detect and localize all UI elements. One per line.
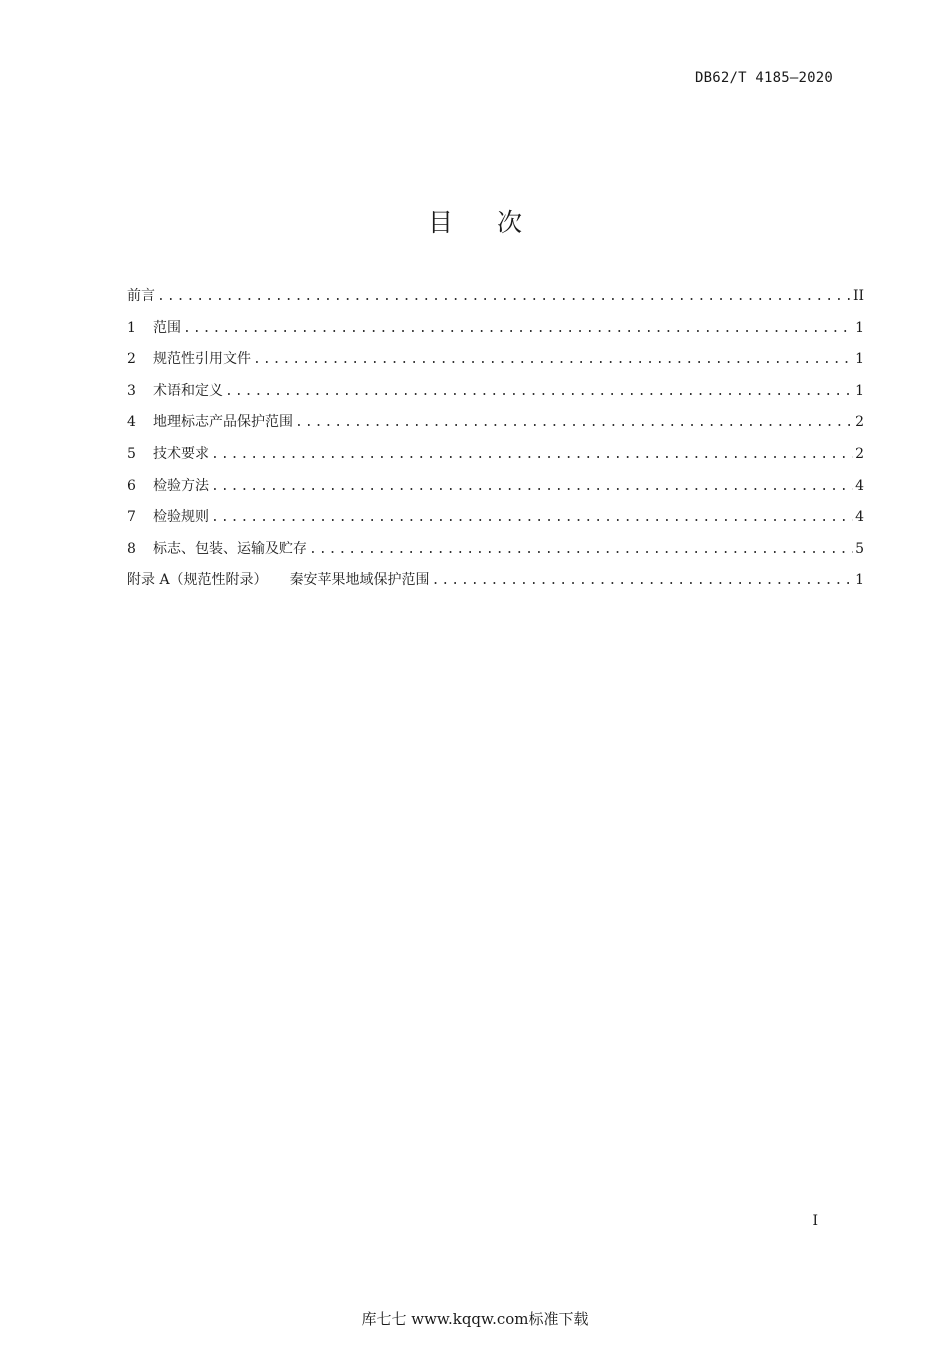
toc-entry-text: 检验方法 bbox=[153, 477, 209, 494]
toc-entry-number: 6 bbox=[127, 477, 136, 494]
toc-entry-number: 5 bbox=[127, 445, 136, 462]
appendix-label: 附录 A（规范性附录） bbox=[127, 572, 268, 589]
toc-leader-dots bbox=[211, 479, 853, 494]
toc-entry-number: 4 bbox=[127, 414, 136, 431]
footer-watermark: 库七七 www.kqqw.com标准下载 bbox=[361, 1310, 589, 1328]
title-char-1: 目 bbox=[427, 208, 453, 237]
toc-leader-dots bbox=[211, 447, 853, 462]
toc-entry-text: 检验规则 bbox=[153, 509, 209, 526]
toc-entry-4[interactable] bbox=[127, 411, 864, 443]
toc-entry-page: 1 bbox=[855, 319, 864, 336]
appendix-title: 秦安苹果地域保护范围 bbox=[289, 572, 430, 589]
toc-entry-page: 1 bbox=[855, 351, 864, 368]
toc-entry-text: 前言 bbox=[127, 288, 155, 304]
toc-entry-page: 2 bbox=[855, 414, 864, 431]
toc-entry-number: 3 bbox=[127, 382, 136, 399]
toc-leader-dots bbox=[183, 321, 853, 336]
toc-entry-preface[interactable] bbox=[127, 285, 864, 317]
toc-entry-2[interactable] bbox=[127, 348, 864, 380]
toc-entry-5[interactable] bbox=[127, 443, 864, 475]
title-char-2: 次 bbox=[497, 208, 523, 237]
toc-entry-number: 1 bbox=[127, 319, 136, 336]
toc-entry-text bbox=[127, 569, 430, 589]
toc-leader-dots bbox=[253, 352, 853, 367]
toc-leader-dots bbox=[157, 289, 851, 304]
toc-leader-dots bbox=[309, 542, 853, 557]
toc-entry-page: 1 bbox=[855, 382, 864, 399]
toc-entry-1[interactable] bbox=[127, 317, 864, 349]
toc-entry-text: 地理标志产品保护范围 bbox=[153, 414, 293, 431]
toc-entry-page: 5 bbox=[855, 540, 864, 557]
toc-entry-page: 4 bbox=[855, 509, 864, 526]
toc-entry-page: 2 bbox=[855, 445, 864, 462]
toc-entry-appendix-a[interactable] bbox=[127, 569, 864, 601]
toc-leader-dots bbox=[211, 510, 853, 525]
page-number: I bbox=[812, 1213, 818, 1229]
toc-entry-text: 范围 bbox=[153, 319, 181, 336]
toc-entry-7[interactable] bbox=[127, 506, 864, 538]
toc-leader-dots bbox=[432, 573, 854, 588]
toc-entry-text: 规范性引用文件 bbox=[153, 351, 251, 368]
toc-leader-dots bbox=[225, 384, 853, 399]
toc-entry-page: 1 bbox=[855, 572, 864, 589]
toc-entry-number: 7 bbox=[127, 509, 136, 526]
toc-entry-number: 8 bbox=[127, 540, 136, 557]
toc-entry-text: 标志、包装、运输及贮存 bbox=[153, 540, 307, 557]
toc-entry-number: 2 bbox=[127, 351, 136, 368]
toc-entry-page: 4 bbox=[855, 477, 864, 494]
toc-list bbox=[127, 285, 864, 601]
toc-entry-text: 术语和定义 bbox=[153, 382, 223, 399]
toc-entry-6[interactable] bbox=[127, 475, 864, 507]
toc-entry-page: II bbox=[852, 288, 864, 304]
page-title bbox=[0, 203, 950, 239]
toc-entry-8[interactable] bbox=[127, 538, 864, 570]
standard-code: DB62/T 4185—2020 bbox=[694, 70, 833, 86]
toc-leader-dots bbox=[295, 415, 853, 430]
toc-entry-3[interactable] bbox=[127, 380, 864, 412]
toc-entry-text: 技术要求 bbox=[153, 445, 209, 462]
